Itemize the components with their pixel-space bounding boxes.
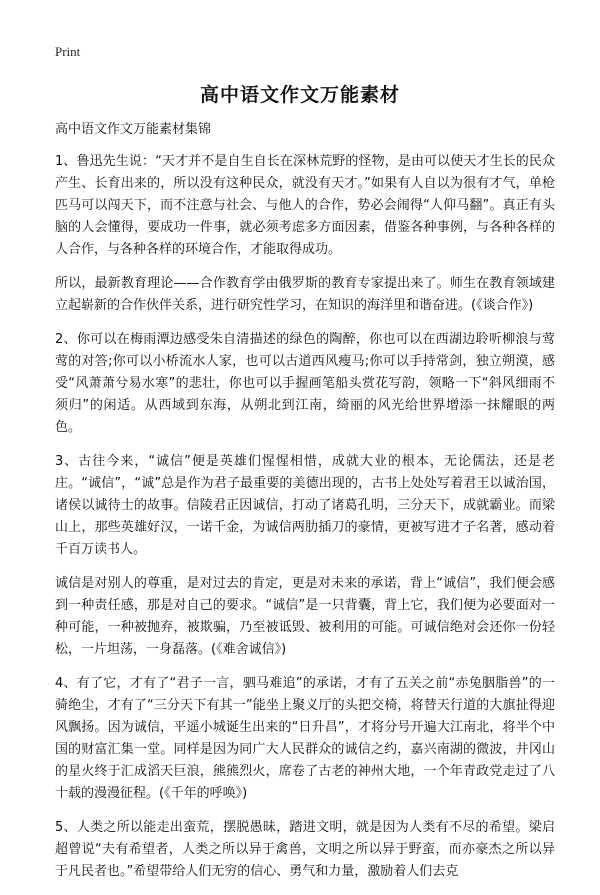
paragraph-6: 4、有了它，才有了“君子一言，驷马难追”的承诺，才有了五关之前“赤兔胭脂兽”的一骑绝尘，才有了“三分天下有其一”能坐上聚义厅的头把交椅，将替天行道的大旗扯得迎风飘扬。因为诚信，平遥小城诞生出来的“日升昌”，才将分号开遍大江南北，将半个中国的财富汇集一堂。同样是因为同广大人民群众的诚信之约，嘉兴南湖的微波，井冈山的星火终于汇成滔天巨浪，熊熊烈火，席卷了古老的神州大地，一个年青政党走过了八十载的漫漫征程。(《千年的呼唤》)	[55, 676, 555, 801]
paragraph-1: 1、鲁迅先生说：“天才并不是自生自长在深林荒野的怪物，是由可以使天才生长的民众产生、长育出来的，所以没有这种民众，就没有天才。”如果有人自以为很有才气，单枪匹马可以闯天下，而不注意与社会、与他人的合作，势必会闹得“人仰马翻”。真正有头脑的人会懂得，要成功一件事，就必须考虑多方面因素，借鉴各种事例，与各种各样的人合作，与各种各样的环境合作，才能取得成功。	[55, 154, 555, 257]
paragraph-4: 3、古往今来，“诚信”便是英雄们惺惺相惜，成就大业的根本，无论儒法，还是老庄。“诚信”，“诚”总是作为君子最重要的美德出现的，古书上处处写着君王以诚治国，诸侯以诚待士的故事。信陵君正因诚信，打动了诸葛孔明，三分天下，成就霸业。而梁山上，那些英雄好汉，一诺千金，为诚信两肋插刀的豪情，更被写进才子名著，感动着千百万读书人。	[55, 454, 555, 557]
paragraph-2: 所以，最新教育理论——合作教育学由俄罗斯的教育专家提出来了。师生在教育领域建立起崭新的合作伙伴关系，进行研究性学习，在知识的海洋里和谐奋进。(《谈合作》)	[55, 276, 555, 313]
document-subtitle: 高中语文作文万能素材集锦	[55, 122, 212, 137]
document-body	[55, 121, 555, 895]
paragraph-7: 5、人类之所以能走出蛮荒，摆脱愚昧，踏进文明，就是因为人类有不尽的希望。梁启超曾说“夫有希望者，人类之所以异于禽兽，文明之所以异于野蛮，而亦豪杰之所以异于凡民者也。”希望带给人们无穷的信心、勇气和力量，激励着人们去克	[55, 820, 555, 879]
paragraph-5: 诚信是对别人的尊重，是对过去的肯定，更是对未来的承诺，背上“诚信”，我们便会感到一种责任感，那是对自己的要求。“诚信”是一只背囊，背上它，我们便为必要面对一种可能，一种被抛弃，被欺骗，乃至被诋毁、被利用的可能。可诚信绝对会还你一份轻松，一片坦荡，一身磊落。(《难舍诚信》)	[55, 576, 555, 657]
page-title: 高中语文作文万能素材	[199, 84, 400, 106]
paragraph-3: 2、你可以在梅雨潭边感受朱自清描述的绿色的陶醉，你也可以在西湖边聆听柳浪与莺莺的对答;你可以小桥流水人家，也可以古道西风瘦马;你可以手持常剑，独立朔漠，感受“风萧萧兮易水寒”的悲壮，你也可以手握画笔船头赏花写韵，领略一下“斜风细雨不须归”的闲适。从西域到东海，从朔北到江南，绮丽的风光给世界增添一抹耀眼的两色。	[55, 332, 555, 435]
print-link[interactable]: Print	[55, 44, 81, 59]
